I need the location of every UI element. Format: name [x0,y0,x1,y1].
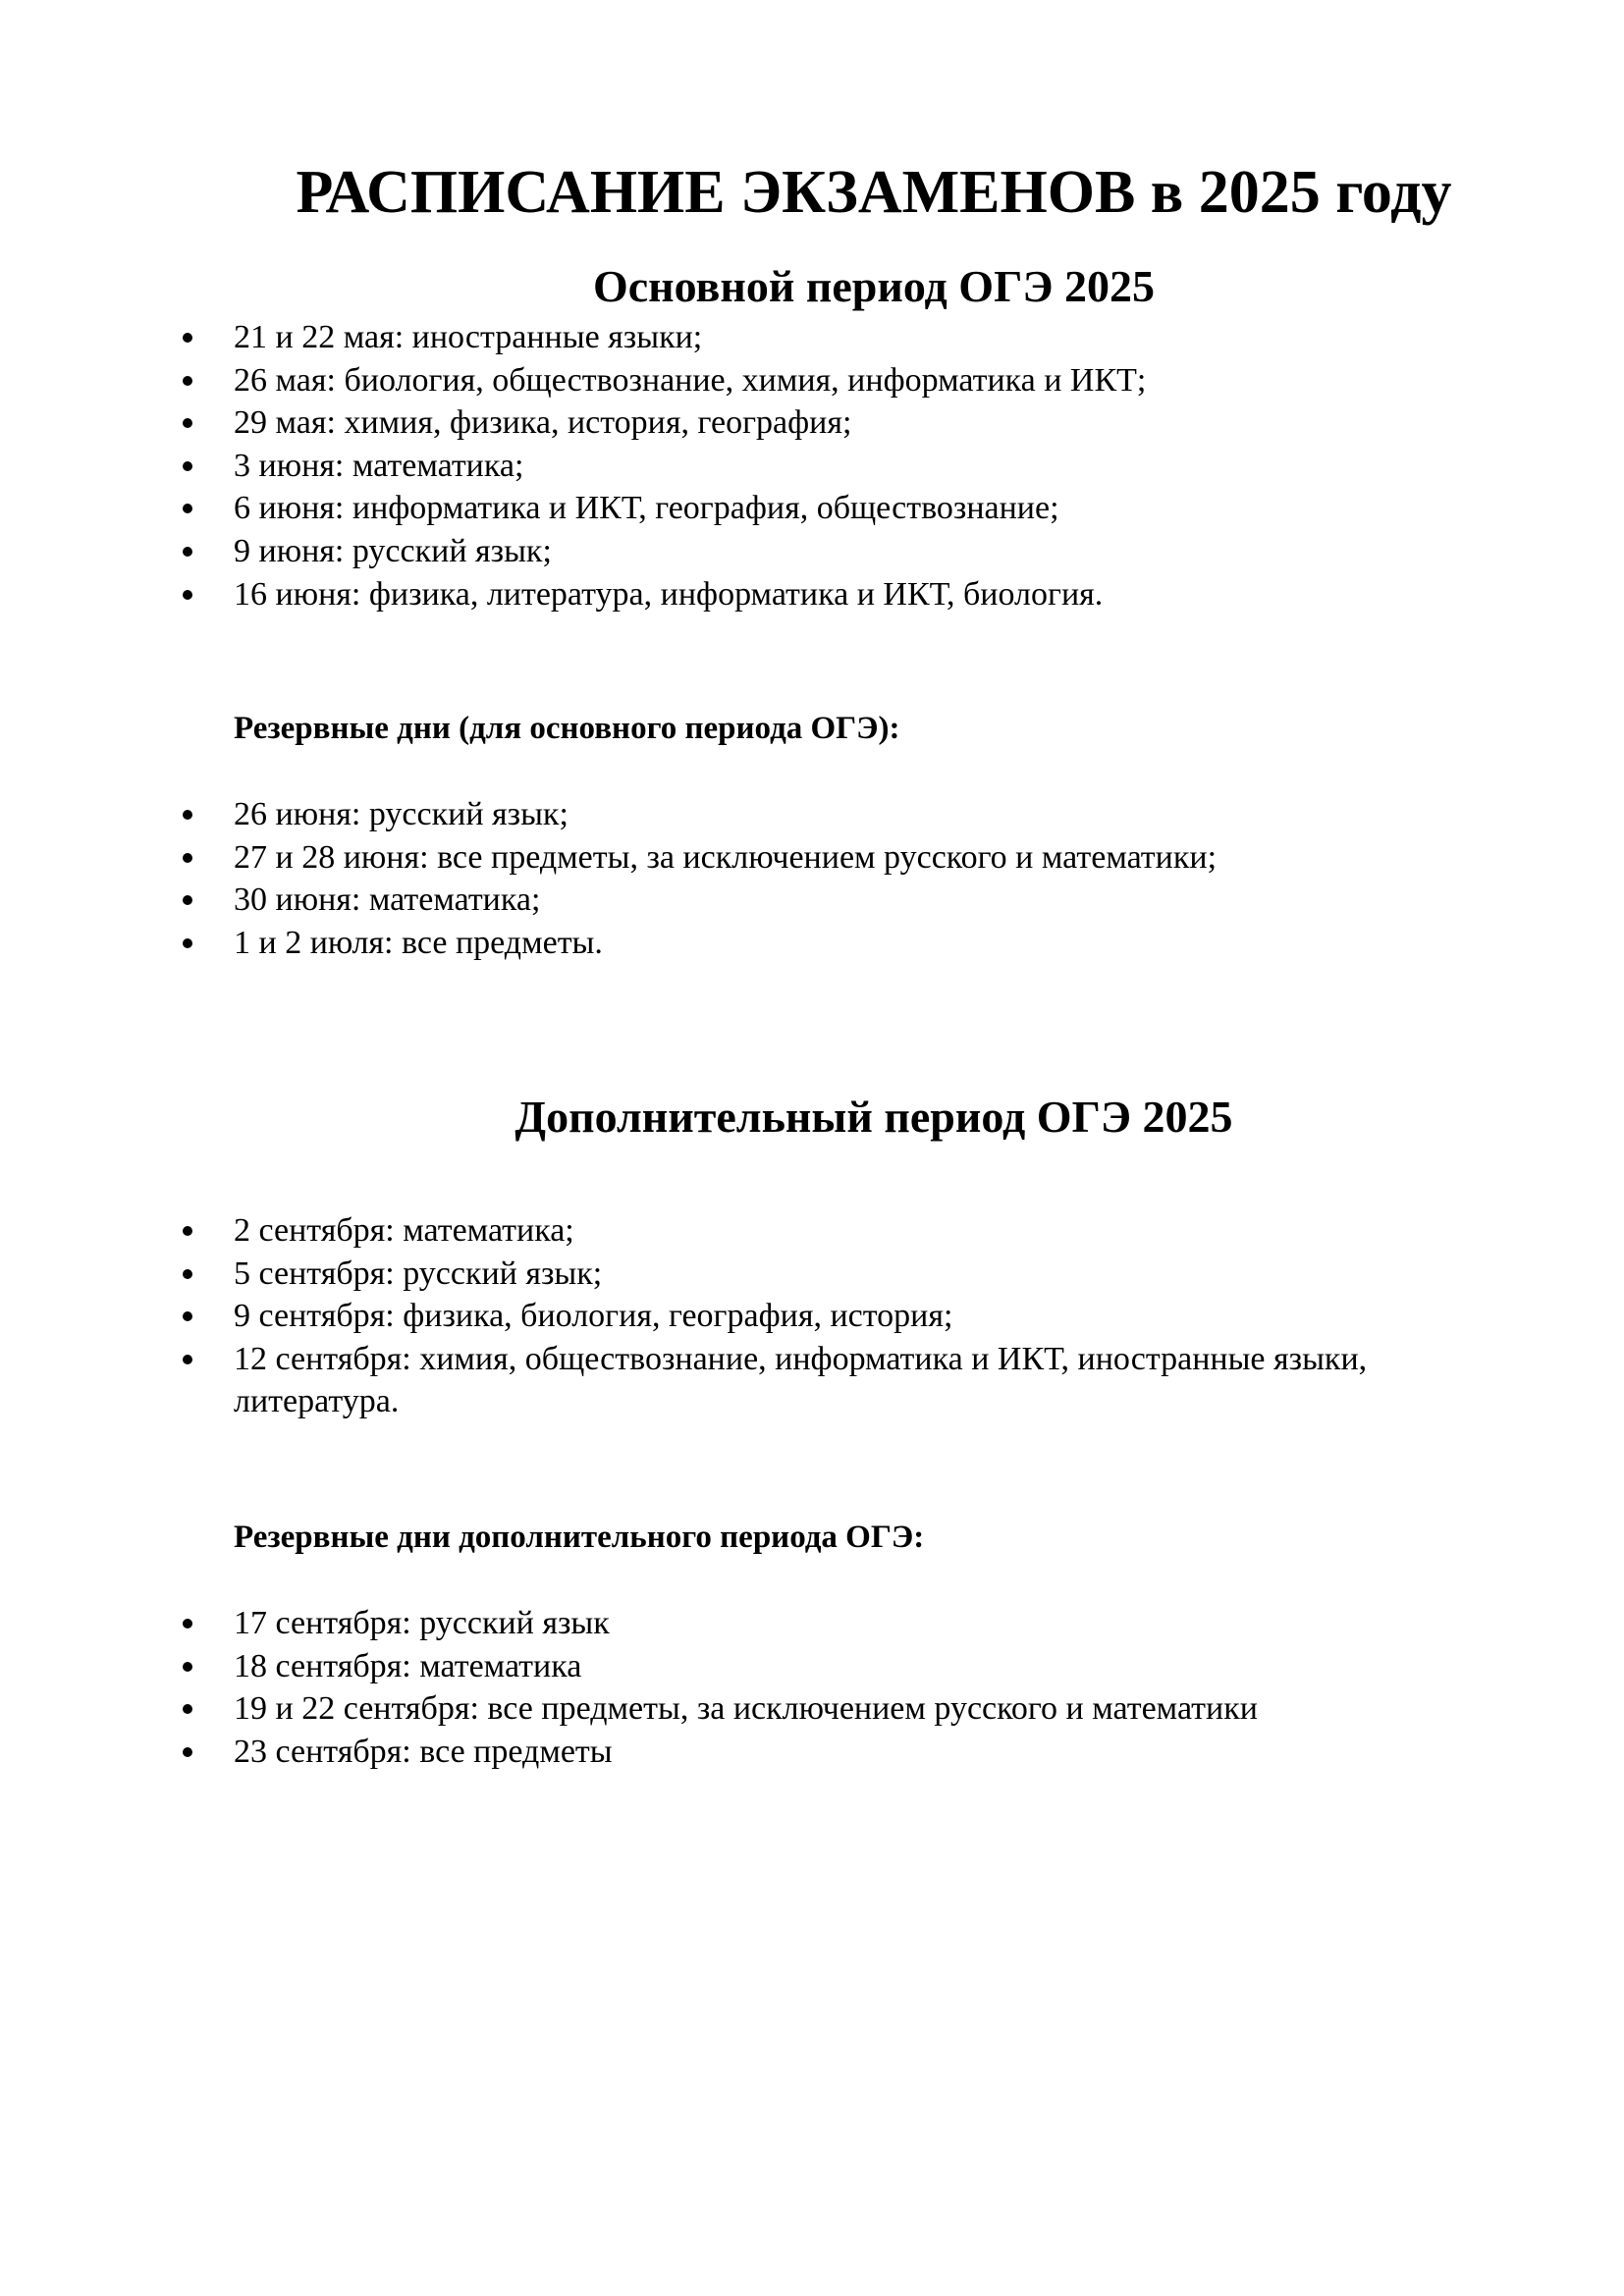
main-period-heading: Основной период ОГЭ 2025 [592,261,1156,311]
list-item [183,1687,1498,1731]
list-item [183,445,1498,488]
extra-reserve-list [183,1602,1498,1773]
bullet-icon [183,895,192,905]
list-item-text: 6 июня: информатика и ИКТ, география, обществознание; [234,490,1059,527]
list-item-text: 23 сентября: все предметы [234,1733,613,1770]
bullet-icon [183,1704,192,1714]
bullet-icon [183,461,192,471]
list-item [183,487,1498,530]
list-item [183,836,1498,880]
list-item-text: 30 июня: математика; [234,881,541,919]
list-item [183,316,1498,359]
bullet-icon [183,1355,192,1364]
list-item-text: 5 сентября: русский язык; [234,1255,603,1292]
bullet-icon [183,547,192,557]
list-item-text: 9 сентября: физика, биология, география, история; [234,1298,953,1335]
list-item [183,359,1498,402]
bullet-icon [183,853,192,863]
bullet-icon [183,1619,192,1629]
list-item-text: 19 и 22 сентября: все предметы, за исключением русского и математики [234,1690,1258,1728]
bullet-icon [183,1747,192,1757]
bullet-icon [183,333,192,343]
list-item [183,793,1498,836]
extra-reserve-heading: Резервные дни дополнительного периода ОГЭ: [234,1520,925,1555]
list-item [183,573,1498,616]
list-item-text: 29 мая: химия, физика, история, география; [234,404,852,442]
main-reserve-heading: Резервные дни (для основного периода ОГЭ): [234,711,900,746]
bullet-icon [183,376,192,386]
bullet-icon [183,1311,192,1321]
bullet-icon [183,418,192,428]
bullet-icon [183,810,192,820]
list-item-text: 12 сентября: химия, обществознание, информатика и ИКТ, иностранные языки, литература. [234,1340,1368,1420]
bullet-icon [183,1226,192,1236]
list-item-text: 17 сентября: русский язык [234,1605,610,1641]
list-item-text: 1 и 2 июля: все предметы. [234,924,603,961]
list-item-text: 3 июня: математика; [234,447,524,484]
list-item [183,1602,1498,1645]
list-item [183,879,1498,922]
bullet-icon [183,1269,192,1279]
list-item [183,1731,1498,1774]
list-item-text: 26 июня: русский язык; [234,796,568,832]
main-reserve-list [183,793,1498,964]
list-item [183,401,1498,445]
list-item [183,1209,1498,1253]
bullet-icon [183,504,192,513]
extra-period-list [183,1209,1498,1423]
bullet-icon [183,938,192,948]
page-title: РАСПИСАНИЕ ЭКЗАМЕНОВ в 2025 году [296,159,1452,226]
list-item-text: 18 сентября: математика [234,1647,582,1684]
list-item-text: 9 июня: русский язык; [234,532,552,569]
list-item-text: 2 сентября: математика; [234,1212,574,1249]
list-item [183,530,1498,573]
list-item-text: 27 и 28 июня: все предметы, за исключением русского и математики; [234,838,1218,876]
list-item [183,922,1498,965]
bullet-icon [183,590,192,600]
main-period-list [183,316,1498,615]
extra-period-heading: Дополнительный период ОГЭ 2025 [514,1092,1233,1142]
list-item-text: 16 июня: физика, литература, информатика и ИКТ, биология. [234,575,1104,613]
bullet-icon [183,1662,192,1672]
list-item [183,1295,1498,1338]
list-item-text: 26 мая: биология, обществознание, химия, информатика и ИКТ; [234,361,1147,399]
list-item [183,1253,1498,1296]
list-item [183,1645,1498,1688]
list-item [183,1338,1498,1423]
list-item-text: 21 и 22 мая: иностранные языки; [234,319,703,355]
